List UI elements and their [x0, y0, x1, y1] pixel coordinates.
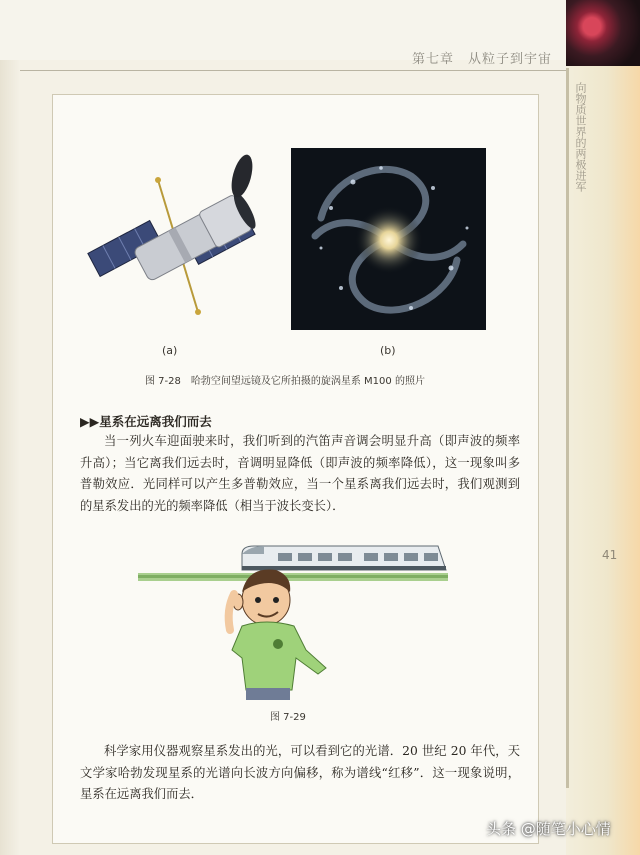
- figure-label-a: (a): [162, 344, 178, 357]
- paragraph-doppler: 当一列火车迎面驶来时，我们听到的汽笛声音调会明显升高（即声波的频率升高）；当它离我们远去时，音调明显降低（即声波的频率降低），这一现象叫多普勒效应．光同样可以产生多普勒效应，当一个星系离我们远去时，我们观测到的星系发出的光的频率降低（相当于波长变长）．: [80, 434, 520, 513]
- section-heading: ▶▶星系在远离我们而去: [80, 414, 212, 429]
- chapter-heading: 第七章 从粒子到宇宙: [412, 52, 553, 67]
- train-listener-illustration: [138, 540, 448, 700]
- watermark: 头条 @随笔小心情: [486, 820, 611, 838]
- paragraph-redshift: 科学家用仪器观察星系发出的光，可以看到它的光谱．20 世纪 20 年代，天文学家哈勃发现星系的光谱向长波方向偏移，称为谱线“红移”．这一现象说明，星系在远离我们而去．: [80, 744, 520, 801]
- figure-7-28-caption: 图 7-28 哈勃空间望远镜及它所拍摄的旋涡星系 M100 的照片: [145, 376, 425, 387]
- page-number: 41: [602, 548, 618, 562]
- page-edge: [0, 0, 20, 855]
- hubble-telescope-image: [80, 150, 270, 330]
- corner-flower-photo: [566, 0, 640, 66]
- figure-7-29-caption: 图 7-29: [270, 712, 306, 723]
- figure-label-b: (b): [380, 344, 396, 357]
- galaxy-m100-image: [291, 148, 486, 330]
- header-rule: [20, 70, 566, 71]
- sidebar-vertical-title: 向物质世界的两极进军: [574, 82, 587, 192]
